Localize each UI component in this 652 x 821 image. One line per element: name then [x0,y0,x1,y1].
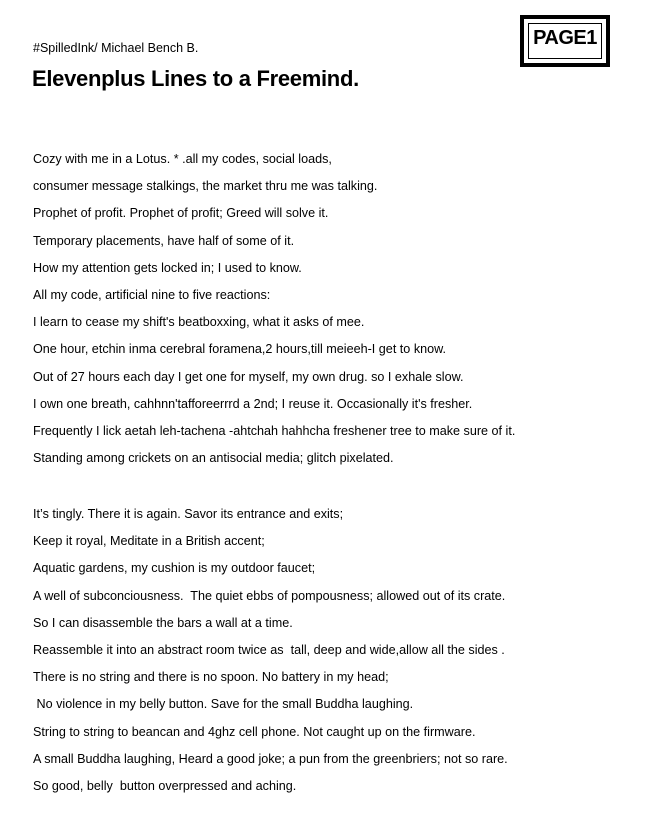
poem-line: A small Buddha laughing, Heard a good joke; a pun from the greenbriers; not so rare. [33,751,508,766]
poem-line: One hour, etchin inma cerebral foramena,2 hours,till meieeh-I get to know. [33,342,447,357]
poem-line: So I can disassemble the bars a wall at a time. [33,615,293,630]
poem-line: No violence in my belly button. Save for the small Buddha laughing. [33,697,414,712]
poem-line: All my code, artificial nine to five reactions: [33,287,271,302]
poem-line: It’s tingly. There it is again. Savor its entrance and exits; [33,507,344,521]
poem-line: I own one breath, cahhnn'tafforeerrrd a 2nd; I reuse it. Occasionally it's fresher. [33,396,473,411]
poem-line: Aquatic gardens, my cushion is my outdoor faucet; [33,561,316,576]
poem-stanza-1 [33,150,515,476]
poem-line: I learn to cease my shift's beatboxxing, what it asks of mee. [33,315,365,330]
poem-line: Reassemble it into an abstract room twice as tall, deep and wide,allow all the sides . [33,642,505,657]
poem-line: Out of 27 hours each day I get one for myself, my own drug. so I exhale slow. [33,369,464,384]
poem-line: Cozy with me in a Lotus. * .all my codes, social loads, [33,152,332,166]
poem-line: How my attention gets locked in; I used to know. [33,260,302,275]
poem-line: Temporary placements, have half of some of it. [33,233,295,248]
poem-line: A well of subconciousness. The quiet ebbs of pompousness; allowed out of its crate. [33,588,506,603]
poem-line: There is no string and there is no spoon. No battery in my head; [33,670,389,685]
page-number-badge [520,15,610,67]
poem-line: String to string to beancan and 4ghz cell phone. Not caught up on the firmware. [33,724,476,739]
poem-line: Frequently I lick aetah leh-tachena -ahtchah hahhcha freshener tree to make sure of it. [33,423,516,438]
byline: #SpilledInk/ Michael Bench B. [33,41,199,55]
poem-line: Keep it royal, Meditate in a British accent; [33,534,265,549]
poem-line: Prophet of profit. Prophet of profit; Greed will solve it. [33,206,329,221]
poem-line: Standing among crickets on an antisocial media; glitch pixelated. [33,451,394,466]
poem-line: So good, belly button overpressed and aching. [33,778,297,793]
poem-stanza-2 [33,505,508,804]
page-title: Elevenplus Lines to a Freemind. [32,66,359,91]
poem-line: consumer message stalkings, the market thru me was talking. [33,179,378,194]
page-badge-label: PAGE1 [533,26,597,49]
